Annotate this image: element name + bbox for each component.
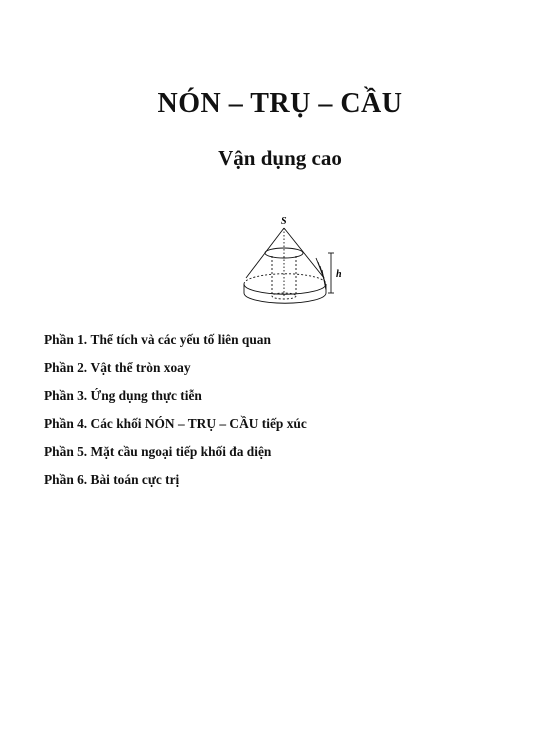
- section-number: Phần 1.: [44, 332, 88, 347]
- section-item: [44, 382, 307, 410]
- section-number: Phần 3.: [44, 388, 88, 403]
- section-title: Thể tích và các yếu tố liên quan: [90, 332, 271, 347]
- section-title: Vật thể tròn xoay: [90, 360, 191, 375]
- page-title: NÓN – TRỤ – CẦU: [157, 88, 403, 119]
- height-label: h: [336, 269, 342, 280]
- section-item: [44, 354, 307, 382]
- section-item: [44, 438, 307, 466]
- section-number: Phần 2.: [44, 360, 88, 375]
- section-number: Phần 5.: [44, 444, 88, 459]
- section-title: Ứng dụng thực tiễn: [90, 388, 202, 403]
- cone-cylinder-figure: [230, 212, 350, 312]
- apex-label: S: [281, 216, 287, 227]
- section-title: Mặt cầu ngoại tiếp khối đa diện: [90, 444, 272, 459]
- section-title: Các khối NÓN – TRỤ – CẦU tiếp xúc: [90, 416, 307, 431]
- section-number: Phần 6.: [44, 472, 88, 487]
- section-item: [44, 466, 307, 494]
- page-subtitle: Vận dụng cao: [218, 146, 342, 170]
- section-title: Bài toán cực trị: [90, 472, 180, 487]
- section-item: [44, 410, 307, 438]
- section-item: [44, 326, 307, 354]
- section-list: [44, 326, 307, 494]
- section-number: Phần 4.: [44, 416, 88, 431]
